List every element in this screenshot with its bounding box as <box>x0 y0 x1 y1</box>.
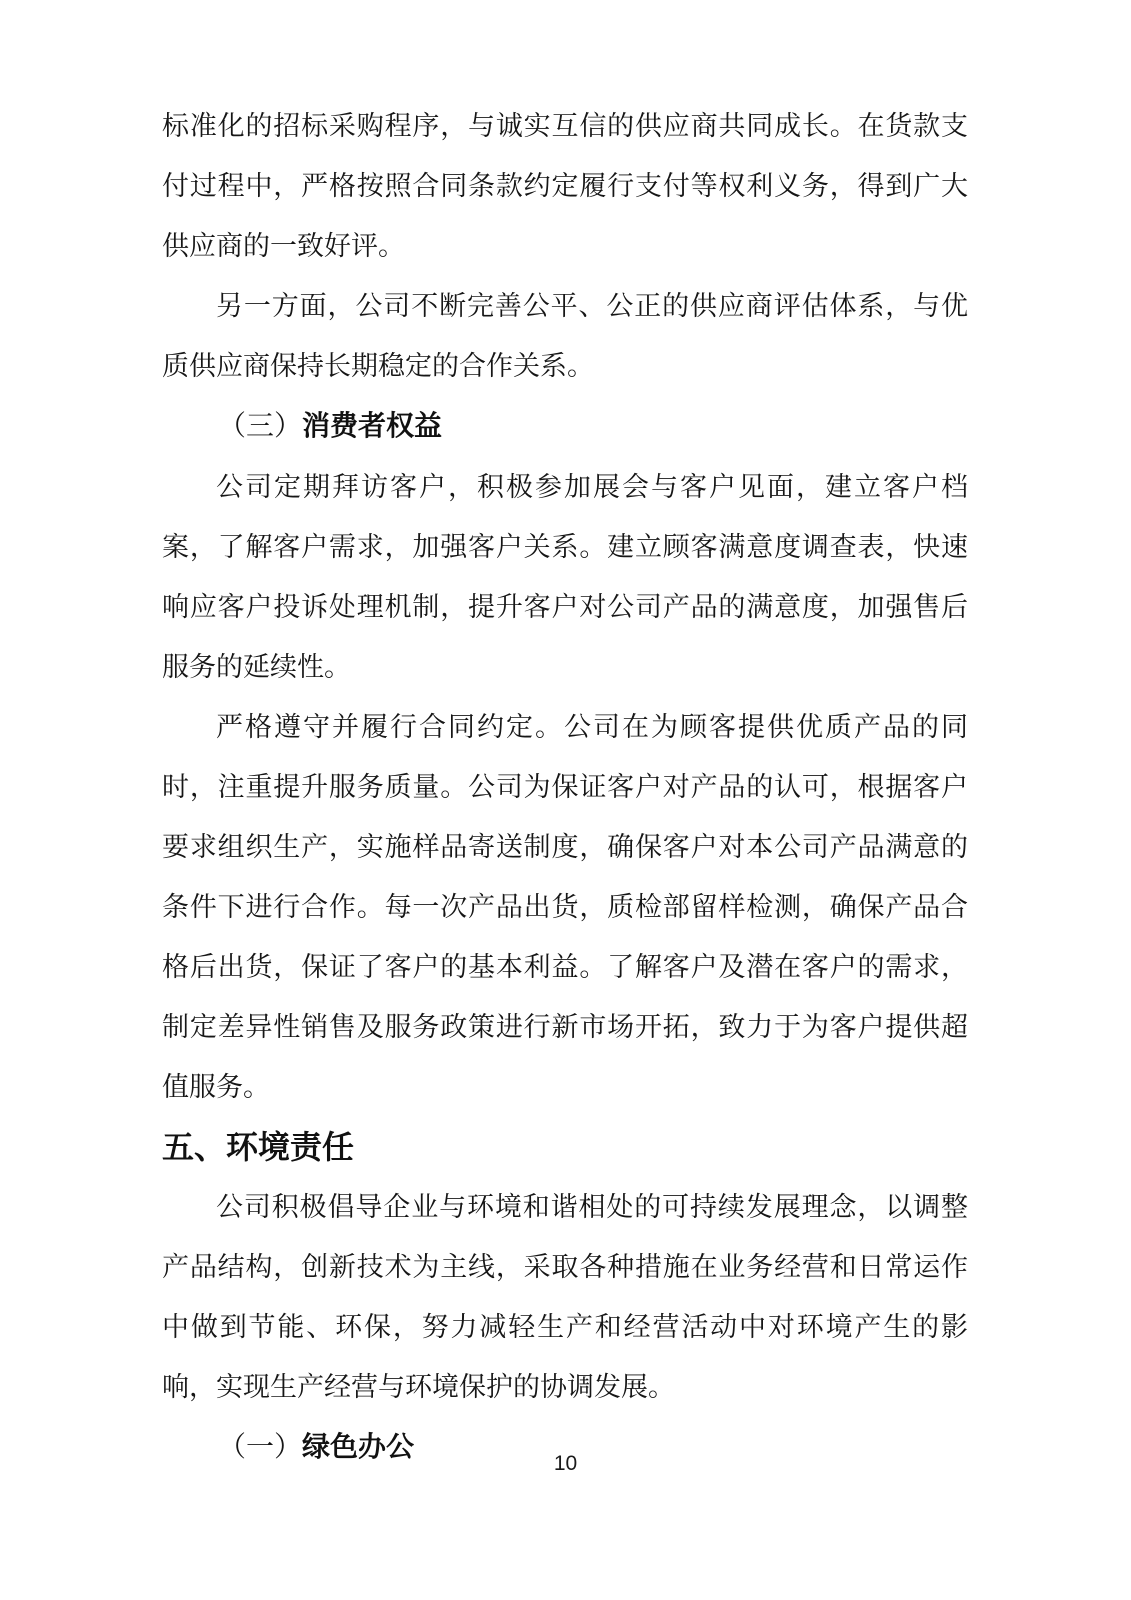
paragraph-environment: 公司积极倡导企业与环境和谐相处的可持续发展理念，以调整产品结构，创新技术为主线，采取各种措施在业务经营和日常运作中做到节能、环保，努力减轻生产和经营活动中对环境产生的影响，实现生产经营与环境保护的协调发展。 <box>162 1192 968 1402</box>
section-heading-environment: 五、环境责任 <box>162 1129 355 1165</box>
subsection-title: 绿色办公 <box>302 1431 415 1462</box>
paragraph-supplier-evaluation: 另一方面，公司不断完善公平、公正的供应商评估体系，与优质供应商保持长期稳定的合作关系。 <box>162 291 968 381</box>
subsection-number: （一） <box>218 1432 303 1463</box>
paragraph-procurement-continuation: 标准化的招标采购程序，与诚实互信的供应商共同成长。在货款支付过程中，严格按照合同条款约定履行支付等权利义务，得到广大供应商的一致好评。 <box>162 111 968 261</box>
paragraph-customer-relations: 公司定期拜访客户，积极参加展会与客户见面，建立客户档案，了解客户需求，加强客户关系。建立顾客满意度调查表，快速响应客户投诉处理机制，提升客户对公司产品的满意度，加强售后服务的延续性。 <box>162 472 968 682</box>
page-number: 10 <box>553 1452 578 1475</box>
document-content <box>162 96 968 1478</box>
subsection-title: 消费者权益 <box>302 410 443 441</box>
subsection-heading-consumer-rights <box>162 396 968 457</box>
paragraph-contract-quality: 严格遵守并履行合同约定。公司在为顾客提供优质产品的同时，注重提升服务质量。公司为保证客户对产品的认可，根据客户要求组织生产，实施样品寄送制度，确保客户对本公司产品满意的条件下进行合作。每一次产品出货，质检部留样检测，确保产品合格后出货，保证了客户的基本利益。了解客户及潜在客户的需求，制定差异性销售及服务政策进行新市场开拓，致力于为客户提供超值服务。 <box>162 712 968 1102</box>
subsection-number: （三） <box>218 411 303 442</box>
